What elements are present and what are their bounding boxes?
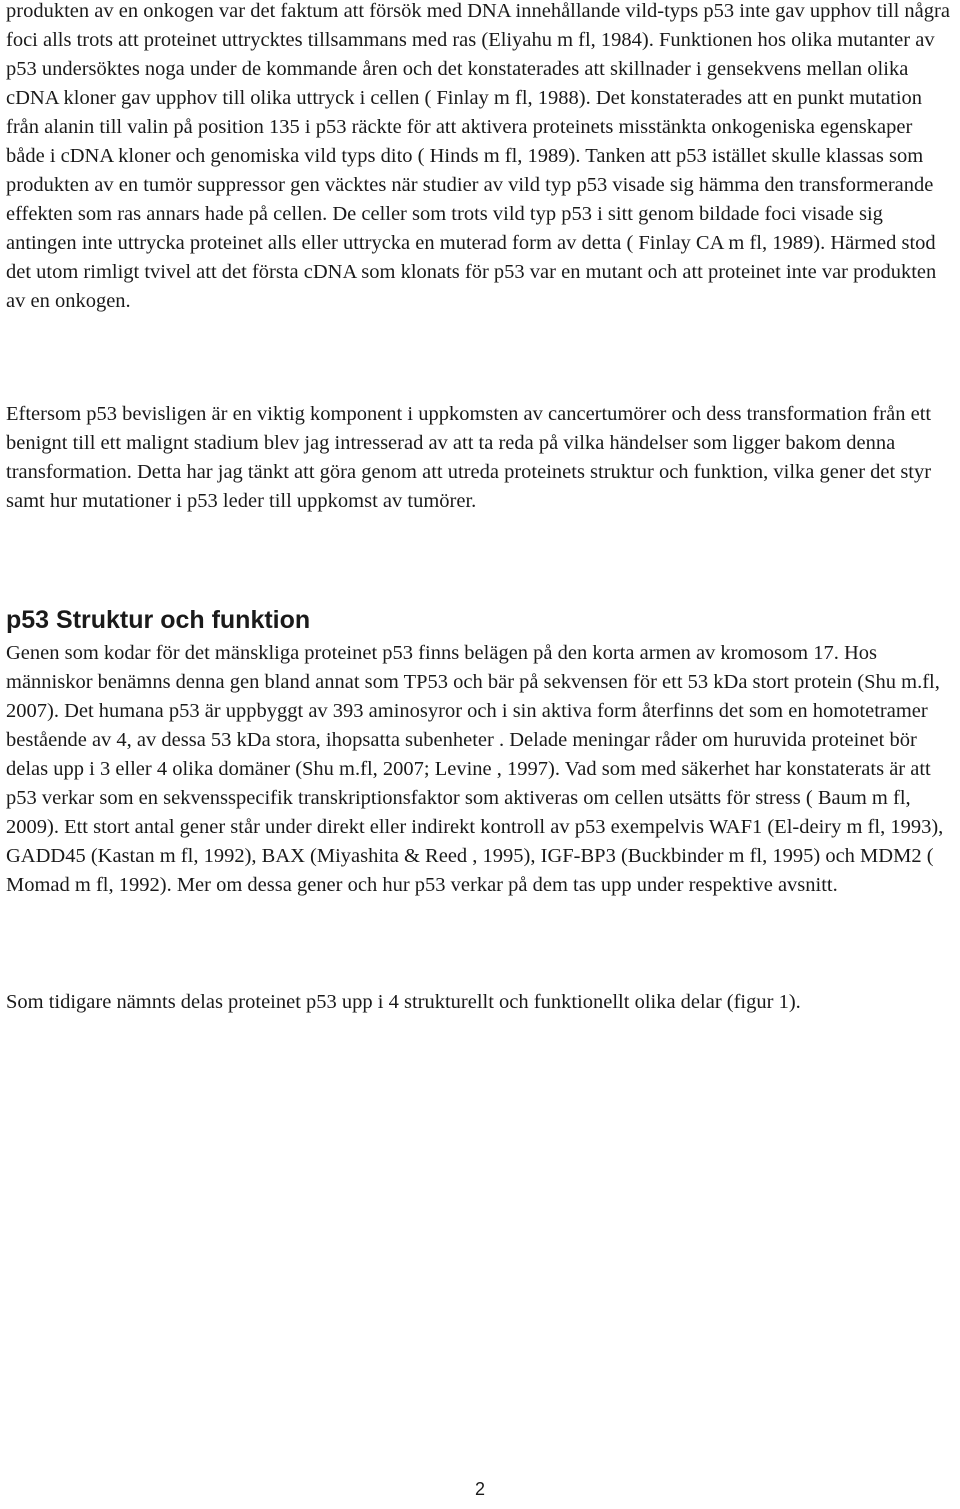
section-heading: p53 Struktur och funktion xyxy=(6,606,311,634)
paragraph-p53-history: produkten av en onkogen var det faktum att försök med DNA innehållande vild-typs p53 inte gav upphov till några foci alls trots att proteinet uttrycktes tillsammans med ras (Eliyahu m fl, 1984). Funktionen hos olika mutanter av p53 undersöktes noga under de kommande åren och det konstaterades att skillnader i gensekvens mellan olika cDNA kloner gav upphov till olika uttryck i cellen ( Finlay m fl, 1988). Det konstaterades att en punkt mutation från alanin till valin på position 135 i p53 räckte för att aktivera proteinets misstänkta onkogeniska egenskaper både i cDNA kloner och genomiska vild typs dito ( Hinds m fl, 1989). Tanken att p53 istället skulle klassas som produkten av en tumör suppressor gen väcktes när studier av vild typ p53 visade sig hämma den transformerande effekten som ras annars hade på cellen. De celler som trots vild typ p53 i sitt genom bildade foci visade sig antingen inte uttrycka proteinet alls eller uttrycka en muterad form av detta ( Finlay CA m fl, 1989). Härmed stod det utom rimligt tvivel att det första cDNA som klonats för p53 var en mutant och att proteinet inte var produkten av en onkogen. xyxy=(6,0,950,312)
paragraph-motivation: Eftersom p53 bevisligen är en viktig komponent i uppkomsten av cancertumörer och dess transformation från ett benignt till ett malignt stadium blev jag intresserad av att ta reda på vilka händelser som ligger bakom denna transformation. Detta har jag tänkt att göra genom att utreda proteinets struktur och funktion, vilka gener det styr samt hur mutationer i p53 leder till uppkomst av tumörer. xyxy=(6,403,932,512)
paragraph-structure-function: Genen som kodar för det mänskliga proteinet p53 finns belägen på den korta armen av kromosom 17. Hos människor benämns denna gen bland annat som TP53 och bär på sekvensen för ett 53 kDa stort protein (Shu m.fl, 2007). Det humana p53 är uppbyggt av 393 aminosyror och i sin aktiva form återfinns det som en homotetramer bestående av 4, av dessa 53 kDa stora, ihopsatta subenheter . Delade meningar råder om huruvida proteinet bör delas upp i 3 eller 4 olika domäner (Shu m.fl, 2007; Levine , 1997). Vad som med säkerhet har konstaterats är att p53 verkar som en sekvensspecifik transkriptionsfaktor som aktiveras om cellen utsätts för stress ( Baum m fl, 2009). Ett stort antal gener står under direkt eller indirekt kontroll av p53 exempelvis WAF1 (El-deiry m fl, 1993), GADD45 (Kastan m fl, 1992), BAX (Miyashita & Reed , 1995), IGF-BP3 (Buckbinder m fl, 1995) och MDM2 ( Momad m fl, 1992). Mer om dessa gener och hur p53 verkar på dem tas upp under respektive avsnitt. xyxy=(6,642,944,896)
paragraph-figure-reference: Som tidigare nämnts delas proteinet p53 upp i 4 strukturellt och funktionellt olika delar (figur 1). xyxy=(6,991,801,1013)
page-number: 2 xyxy=(474,1479,485,1499)
